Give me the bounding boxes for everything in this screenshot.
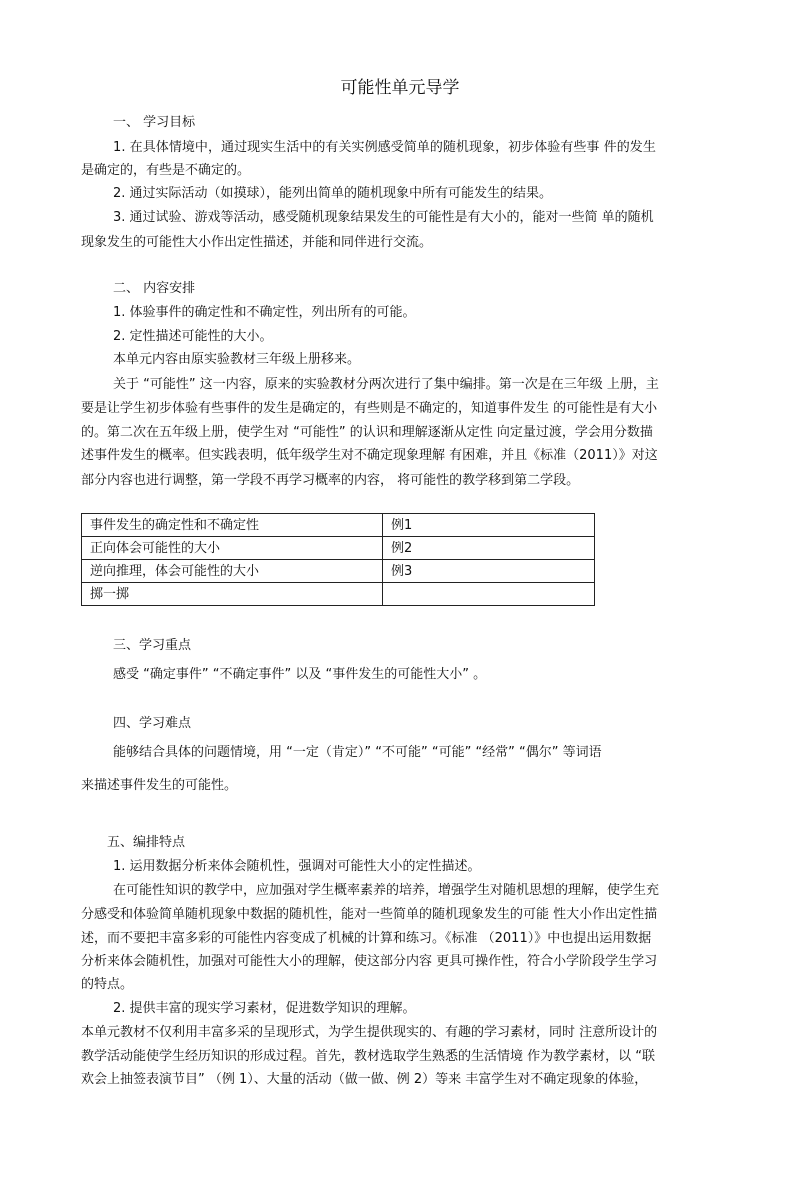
section-1-heading: 一、 学习目标 (113, 115, 196, 130)
paragraph-line: 3. 通过试验、游戏等活动，感受随机现象结果发生的可能性是有大小的，能对一些简 单的随机 (113, 210, 654, 225)
paragraph-line: 关于 “可能性” 这一内容，原来的实验教材分两次进行了集中编排。第一次是在三年级 上册，主 (113, 377, 659, 392)
table-row (82, 583, 595, 606)
paragraph-line: 的。第二次在五年级上册，使学生对 “可能性” 的认识和理解逐渐从定性 向定量过渡，学会用分数描 (81, 425, 653, 440)
paragraph-line: 本单元内容由原实验教材三年级上册移来。 (113, 352, 361, 367)
paragraph-line: 欢会上抽签表演节目” （例 1）、大量的活动（做一做、例 2）等来 丰富学生对不确定现象的体验， (81, 1072, 648, 1087)
table-cell: 例3 (383, 560, 595, 583)
paragraph-line: 1. 在具体情境中，通过现实生活中的有关实例感受简单的随机现象，初步体验有些事 件的发生 (113, 140, 656, 155)
paragraph-line: 分感受和体验简单随机现象中数据的随机性，能对一些简单的随机现象发生的可能 性大小作出定性描 (81, 907, 658, 922)
paragraph-line: 感受 “确定事件” “不确定事件” 以及 “事件发生的可能性大小” 。 (113, 667, 487, 682)
table-cell: 逆向推理，体会可能性的大小 (82, 560, 383, 583)
paragraph-line: 来描述事件发生的可能性。 (81, 778, 238, 793)
section-3-heading: 三、学习重点 (113, 638, 192, 653)
paragraph-line: 能够结合具体的问题情境，用 “一定（肯定）” “不可能” “可能” “经常” “偶尔” 等词语 (113, 745, 602, 760)
table-cell: 例2 (383, 537, 595, 560)
content-arrangement-table (81, 513, 595, 606)
paragraph-line: 是确定的，有些是不确定的。 (81, 163, 251, 178)
paragraph-line: 本单元教材不仅利用丰富多采的呈现形式，为学生提供现实的、有趣的学习素材，同时 注意所设计的 (81, 1025, 658, 1040)
paragraph-line: 教学活动能使学生经历知识的形成过程。首先，教材选取学生熟悉的生活情境 作为教学素材，以 “联 (81, 1049, 656, 1064)
paragraph-line: 分析来体会随机性，加强对可能性大小的理解，使这部分内容 更具可操作性，符合小学阶段学生学习 (81, 954, 658, 969)
paragraph-line: 部分内容也进行调整，第一学段不再学习概率的内容， 将可能性的教学移到第二学段。 (81, 473, 580, 488)
paragraph-line: 述事件发生的概率。但实践表明，低年级学生对不确定现象理解 有困难，并且《标准（2011）》对这 (81, 448, 658, 463)
paragraph-line: 1. 体验事件的确定性和不确定性，列出所有的可能。 (113, 305, 416, 320)
paragraph-line: 要是让学生初步体验有些事件的发生是确定的，有些则是不确定的，知道事件发生 的可能性是有大小 (81, 401, 658, 416)
section-2-heading: 二、 内容安排 (113, 281, 196, 296)
section-5-heading: 五、编排特点 (107, 835, 186, 850)
paragraph-line: 在可能性知识的教学中，应加强对学生概率素养的培养，增强学生对随机思想的理解，使学生充 (113, 883, 660, 898)
section-4-heading: 四、学习难点 (113, 716, 192, 731)
table-row (82, 514, 595, 537)
paragraph-line: 1. 运用数据分析来体会随机性，强调对可能性大小的定性描述。 (113, 859, 481, 874)
table-row (82, 537, 595, 560)
table-cell: 事件发生的确定性和不确定性 (82, 514, 383, 537)
paragraph-line: 2. 通过实际活动（如摸球），能列出简单的随机现象中所有可能发生的结果。 (113, 186, 553, 201)
page-title: 可能性单元导学 (340, 78, 460, 98)
paragraph-line: 2. 定性描述可能性的大小。 (113, 329, 273, 344)
paragraph-line: 2. 提供丰富的现实学习素材，促进数学知识的理解。 (113, 1001, 416, 1016)
table-row (82, 560, 595, 583)
paragraph-line: 现象发生的可能性大小作出定性描述，并能和同伴进行交流。 (81, 235, 433, 250)
paragraph-line: 的特点。 (81, 977, 134, 992)
paragraph-line: 述，而不要把丰富多彩的可能性内容变成了机械的计算和练习。《标准 （2011）》中也提出运用数据 (81, 931, 652, 946)
table-cell: 例1 (383, 514, 595, 537)
table-cell: 掷一掷 (82, 583, 383, 606)
table-cell: 正向体会可能性的大小 (82, 537, 383, 560)
table-cell (383, 583, 595, 606)
